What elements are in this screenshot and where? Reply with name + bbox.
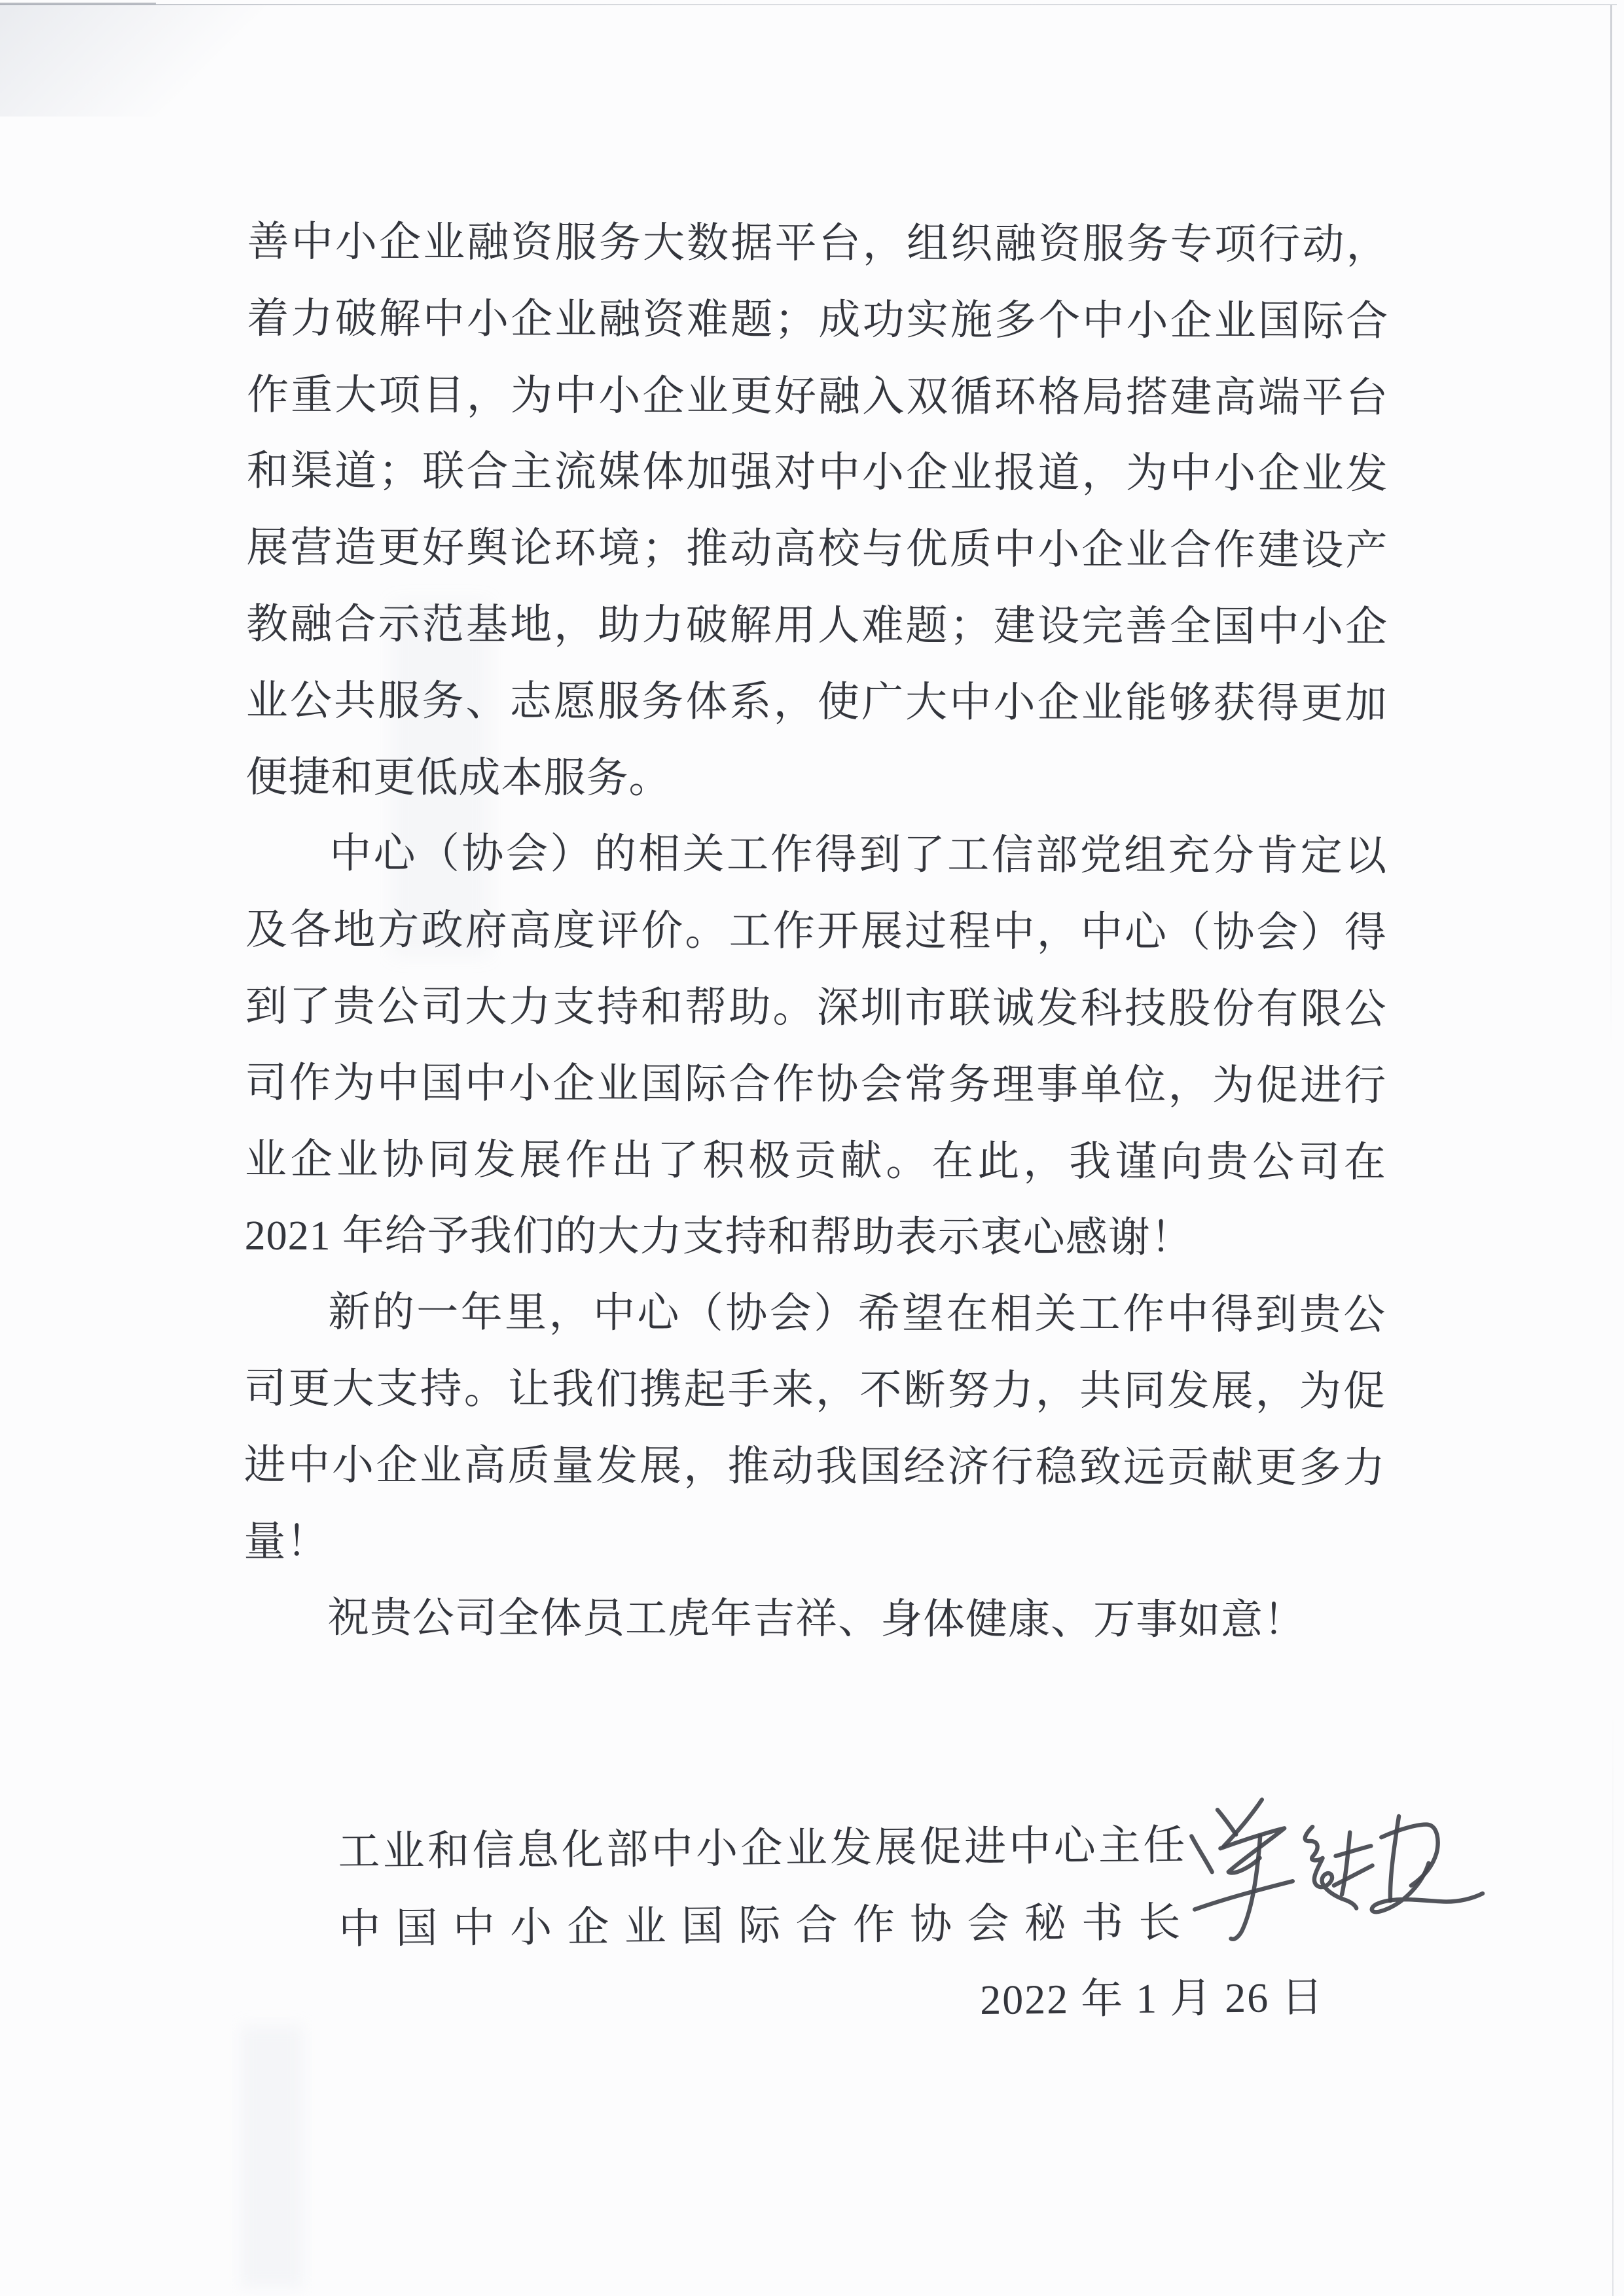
letter-line: 及各地方政府高度评价。工作开展过程中，中心（协会）得 bbox=[245, 906, 1387, 956]
letter-line: 业企业协同发展作出了积极贡献。在此，我谨向贵公司在 bbox=[244, 1136, 1387, 1186]
signoff-title-line-2: 中国中小企业国际合作协会秘书长 bbox=[338, 1899, 1181, 1952]
letter-line: 司更大支持。让我们携起手来，不断努力，共同发展，为促 bbox=[244, 1365, 1386, 1415]
letter-line: 着力破解中小企业融资难题；成功实施多个中小企业国际合 bbox=[247, 295, 1389, 345]
letter-line: 善中小企业融资服务大数据平台，组织融资服务专项行动， bbox=[247, 218, 1389, 268]
letter-line: 作重大项目，为中小企业更好融入双循环格局搭建高端平台 bbox=[246, 371, 1389, 422]
letter-line: 到了贵公司大力支持和帮助。深圳市联诚发科技股份有限公 bbox=[245, 982, 1387, 1033]
letter-line: 中心（协会）的相关工作得到了工信部党组充分肯定以 bbox=[329, 830, 1388, 880]
handwritten-signature bbox=[1183, 1793, 1494, 1952]
signoff-title-line-1: 工业和信息化部中小企业发展促进中心主任 bbox=[338, 1821, 1185, 1875]
letter-line: 业公共服务、志愿服务体系，使广大中小企业能够获得更加 bbox=[245, 677, 1388, 727]
letter-line: 进中小企业高质量发展，推动我国经济行稳致远贡献更多力 bbox=[244, 1441, 1386, 1492]
letter-line: 新的一年里，中心（协会）希望在相关工作中得到贵公 bbox=[328, 1289, 1386, 1338]
letter-line: 展营造更好舆论环境；推动高校与优质中小企业合作建设产 bbox=[246, 524, 1388, 574]
letter-line: 和渠道；联合主流媒体加强对中小企业报道，为中小企业发 bbox=[246, 447, 1388, 497]
letter-line: 教融合示范基地，助力破解用人难题；建设完善全国中小企 bbox=[246, 600, 1388, 651]
letter-line: 祝贵公司全体员工虎年吉祥、身体健康、万事如意！ bbox=[327, 1594, 1307, 1643]
letter-line: 便捷和更低成本服务。 bbox=[245, 753, 672, 802]
letter-line: 量！ bbox=[244, 1518, 329, 1566]
letter-line: 2021 年给予我们的大力支持和帮助表示衷心感谢！ bbox=[244, 1211, 1193, 1261]
letter-line: 司作为中国中小企业国际合作协会常务理事单位，为促进行 bbox=[245, 1059, 1387, 1109]
signoff-date: 2022 年 1 月 26 日 bbox=[979, 1973, 1325, 2024]
